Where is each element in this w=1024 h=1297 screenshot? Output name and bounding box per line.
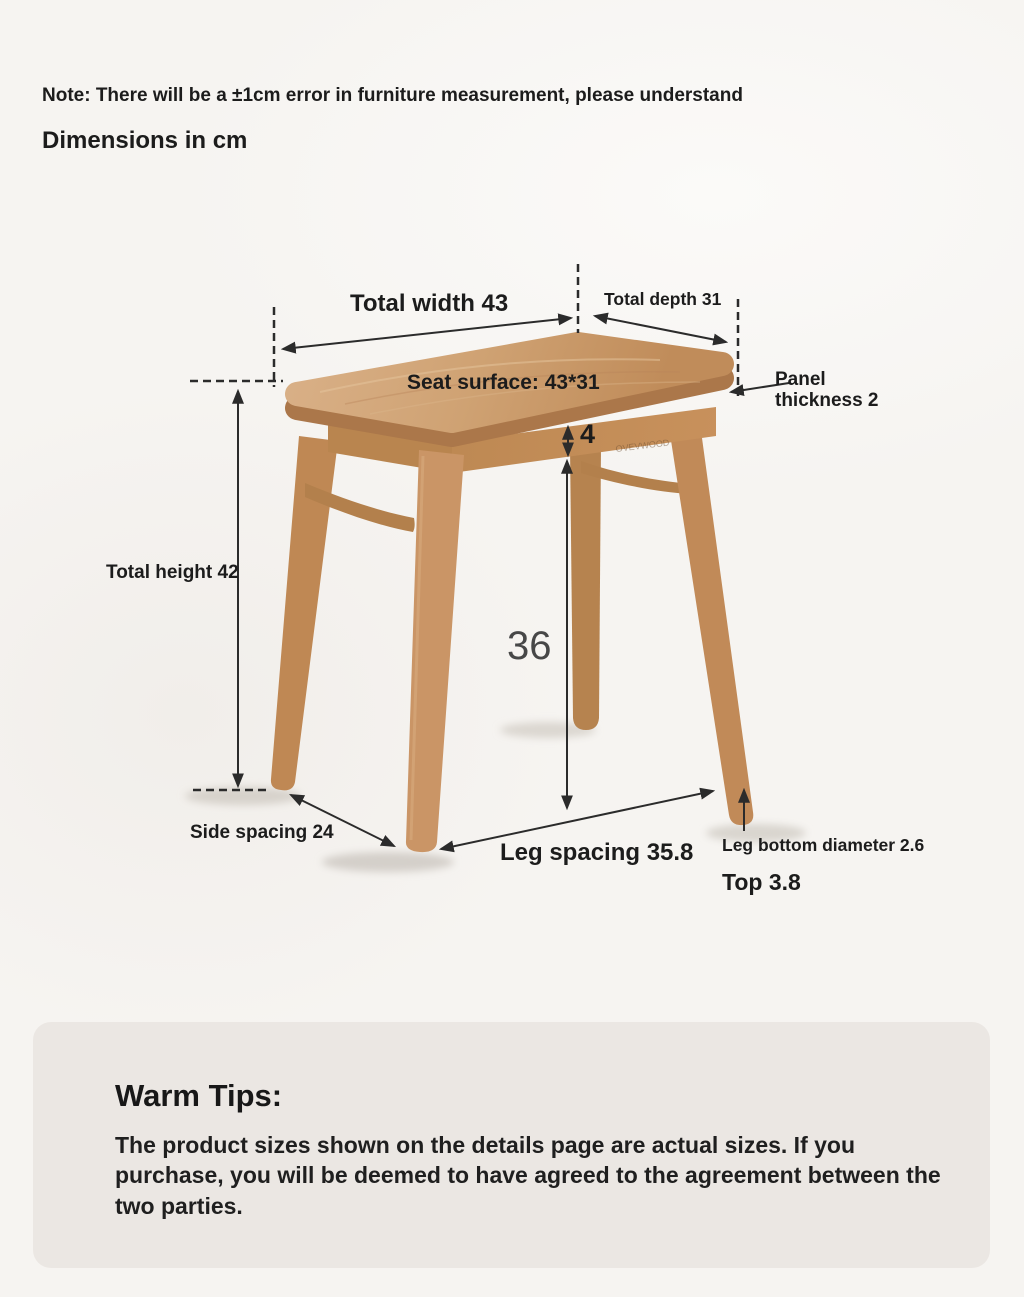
panel-thickness-label: Panel thickness 2 [775, 369, 879, 411]
stool-left-leg [271, 436, 338, 790]
warm-tips-panel [33, 1022, 990, 1268]
stool-illustration [271, 344, 753, 852]
seat-surface-label: Seat surface: 43*31 [407, 371, 600, 394]
leg-bottom-diameter-label: Leg bottom diameter 2.6 [722, 835, 925, 855]
dimensions-title: Dimensions in cm [42, 127, 248, 154]
leg-top-diameter-label: Top 3.8 [722, 869, 801, 895]
warm-tips-title: Warm Tips: [115, 1078, 283, 1113]
total-height-label: Total height 42 [106, 562, 239, 583]
total-depth-label: Total depth 31 [604, 289, 722, 309]
stool-front-leg [406, 450, 464, 852]
total-width-label: Total width 43 [350, 290, 509, 317]
apron-height-label: 4 [580, 419, 596, 449]
leg-spacing-label: Leg spacing 35.8 [500, 839, 694, 866]
brand-stamp: OVEVWOOD [615, 437, 670, 454]
warm-tips-body: The product sizes shown on the details page are actual sizes. If you purchase, you will be deemed to have agreed to the agreement between the two parties. [115, 1132, 941, 1219]
stool-right-leg [670, 434, 753, 825]
stool-back-leg [570, 446, 601, 730]
side-spacing-label: Side spacing 24 [190, 822, 334, 843]
leg-height-label: 36 [507, 624, 552, 668]
note-text: Note: There will be a ±1cm error in furniture measurement, please understand [42, 85, 743, 106]
